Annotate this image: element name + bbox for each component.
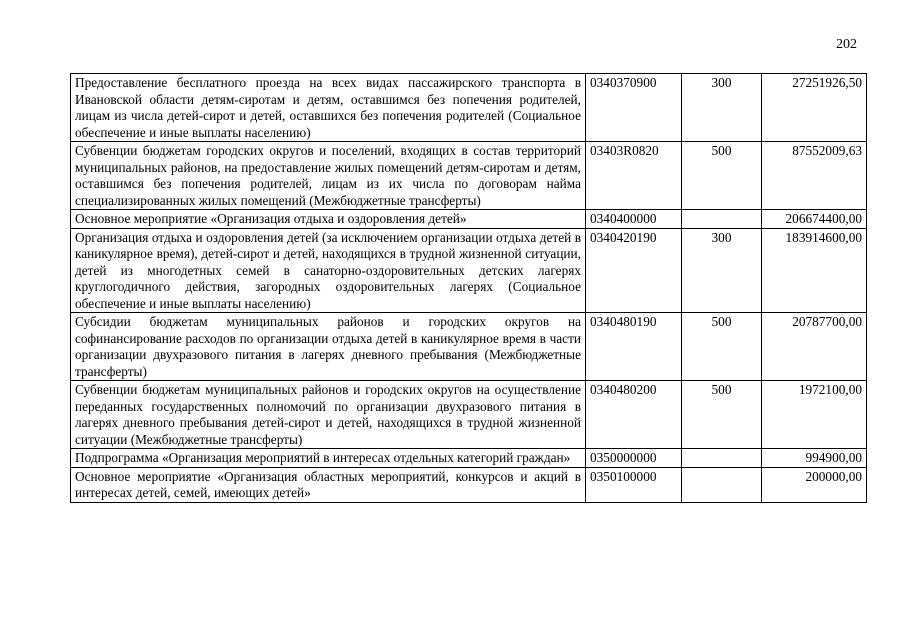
row-description: Субсидии бюджетам муниципальных районов и городских округов на софинансирование расходов по организации отдыха детей в каникулярное время в части организации двухразового питания в лагерях дневного пребывания (Межбюджетные трансферты): [71, 313, 586, 381]
row-target-code: 0340480190: [586, 313, 682, 381]
table-row: [71, 467, 867, 502]
budget-table: [70, 73, 867, 503]
table-row: [71, 381, 867, 449]
row-description: Субвенции бюджетам городских округов и поселений, входящих в состав территорий муниципальных районов, на предоставление жилых помещений детям-сиротам и детям, оставшимся без попечения родителей, лицам из их числа по договорам найма специализированных жилых помещений (Межбюджетные трансферты): [71, 142, 586, 210]
row-target-code: 0340400000: [586, 210, 682, 229]
row-description: Основное мероприятие «Организация отдыха и оздоровления детей»: [71, 210, 586, 229]
row-description: Подпрограмма «Организация мероприятий в интересах отдельных категорий граждан»: [71, 449, 586, 468]
row-description: Организация отдыха и оздоровления детей (за исключением организации отдыха детей в каникулярное время), детей-сирот и детей, находящихся в трудной жизненной ситуации, детей из многодетных семей в санаторно-оздоровительных детских лагерях круглогодичного действия, загородных оздоровительных лагерях (Социальное обеспечение и иные выплаты населению): [71, 228, 586, 313]
row-expense-type: 500: [682, 381, 762, 449]
row-expense-type: [682, 449, 762, 468]
row-amount: 20787700,00: [762, 313, 867, 381]
row-target-code: 0350100000: [586, 467, 682, 502]
row-target-code: 03403R0820: [586, 142, 682, 210]
row-amount: 87552009,63: [762, 142, 867, 210]
table-row: [71, 228, 867, 313]
row-target-code: 0340420190: [586, 228, 682, 313]
row-description: Основное мероприятие «Организация областных мероприятий, конкурсов и акций в интересах детей, семей, имеющих детей»: [71, 467, 586, 502]
row-description: Предоставление бесплатного проезда на всех видах пассажирского транспорта в Ивановской области детям-сиротам и детям, оставшимся без попечения родителей, лицам из числа детей-сирот и детей, оставшихся без попечения родителей (Социальное обеспечение и иные выплаты населению): [71, 74, 586, 142]
row-expense-type: 500: [682, 313, 762, 381]
row-description: Субвенции бюджетам муниципальных районов и городских округов на осуществление переданных государственных полномочий по организации двухразового питания в лагерях дневного пребывания детей-сирот и детей, находящихся в трудной жизненной ситуации (Межбюджетные трансферты): [71, 381, 586, 449]
row-amount: 200000,00: [762, 467, 867, 502]
table-row: [71, 74, 867, 142]
row-expense-type: 300: [682, 74, 762, 142]
table-row: [71, 449, 867, 468]
row-expense-type: 300: [682, 228, 762, 313]
row-target-code: 0340480200: [586, 381, 682, 449]
row-amount: 994900,00: [762, 449, 867, 468]
row-expense-type: [682, 467, 762, 502]
table-row: [71, 313, 867, 381]
row-amount: 27251926,50: [762, 74, 867, 142]
row-amount: 206674400,00: [762, 210, 867, 229]
row-expense-type: [682, 210, 762, 229]
row-amount: 1972100,00: [762, 381, 867, 449]
table-row: [71, 210, 867, 229]
table-row: [71, 142, 867, 210]
row-expense-type: 500: [682, 142, 762, 210]
row-target-code: 0350000000: [586, 449, 682, 468]
row-target-code: 0340370900: [586, 74, 682, 142]
row-amount: 183914600,00: [762, 228, 867, 313]
page-number: 202: [836, 37, 857, 52]
